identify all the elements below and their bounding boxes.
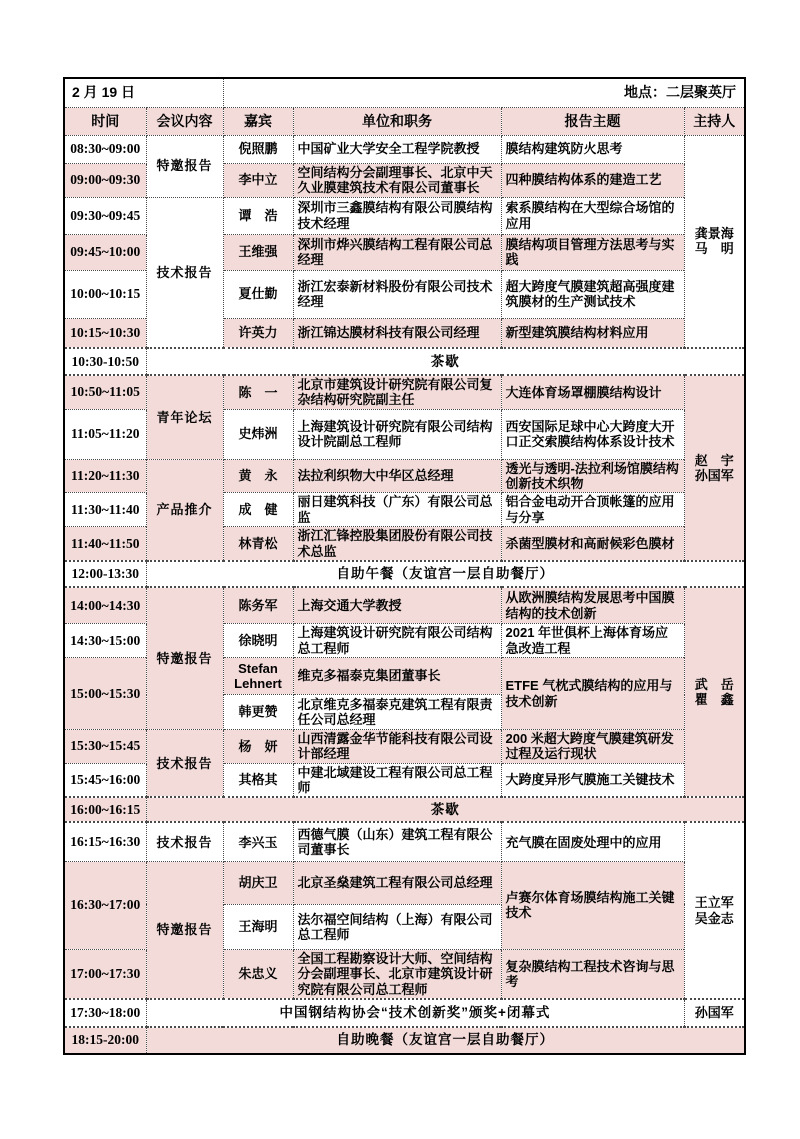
- date-label: 2 月 19 日: [64, 78, 223, 107]
- session-org: 维克多福泰克集团董事长: [293, 658, 501, 695]
- session-guest: 黄 永: [223, 459, 293, 493]
- col-header-time: 时间: [64, 107, 146, 135]
- session-topic: 四种膜结构体系的建造工艺: [501, 163, 684, 197]
- col-header-guest: 嘉宾: [223, 107, 293, 135]
- session-guest: 陈 一: [223, 375, 293, 409]
- session-topic: 西安国际足球中心大跨度大开口正交索膜结构体系设计技术: [501, 409, 684, 459]
- session-topic: 索系膜结构在大型综合场馆的应用: [501, 197, 684, 234]
- session-org: 北京圣燊建筑工程有限公司总经理: [293, 861, 501, 904]
- session-block: 青年论坛: [146, 375, 223, 459]
- session-guest: 李兴玉: [223, 822, 293, 861]
- session-topic: 大跨度异形气膜施工关键技术: [501, 763, 684, 797]
- session-time: 15:45~16:00: [64, 763, 146, 797]
- session-row: [64, 587, 745, 624]
- awards-label: 中国钢结构协会“技术创新奖”颁奖+闭幕式: [146, 999, 684, 1027]
- host-cell: [684, 822, 745, 998]
- session-time: 16:15~16:30: [64, 822, 146, 861]
- session-guest: 杨 妍: [223, 730, 293, 764]
- session-guest: 王海明: [223, 904, 293, 949]
- session-org: 空间结构分会副理事长、北京中天久业膜建筑技术有限公司董事长: [293, 163, 501, 197]
- break-time: 12:00-13:30: [64, 561, 146, 587]
- session-org: 深圳市烨兴膜结构工程有限公司总经理: [293, 234, 501, 270]
- session-topic: 新型建筑膜结构材料应用: [501, 318, 684, 348]
- session-org: 上海建筑设计研究院有限公司结构总工程师: [293, 624, 501, 658]
- break-time: 10:30-10:50: [64, 348, 146, 375]
- session-block: 特邀报告: [146, 861, 223, 998]
- session-guest: 林青松: [223, 527, 293, 561]
- session-row: [64, 197, 745, 234]
- session-topic: 膜结构项目管理方法思考与实践: [501, 234, 684, 270]
- session-org: 深圳市三鑫膜结构有限公司膜结构技术经理: [293, 197, 501, 234]
- awards-row: [64, 999, 745, 1027]
- session-guest: 陈务军: [223, 587, 293, 624]
- session-topic: 超大跨度气膜建筑超高强度建筑膜材的生产测试技术: [501, 270, 684, 318]
- session-guest: 史炜洲: [223, 409, 293, 459]
- session-row: [64, 730, 745, 764]
- session-time: 11:05~11:20: [64, 409, 146, 459]
- session-guest: Stefan Lehnert: [223, 658, 293, 695]
- session-topic: 透光与透明-法拉利场馆膜结构创新技术织物: [501, 459, 684, 493]
- session-row: [64, 375, 745, 409]
- session-org: 丽日建筑科技（广东）有限公司总监: [293, 493, 501, 527]
- session-guest: 谭 浩: [223, 197, 293, 234]
- host-name: 王立军: [694, 895, 734, 911]
- session-org: 浙江锦达膜材科技有限公司经理: [293, 318, 501, 348]
- session-time: 15:00~15:30: [64, 658, 146, 730]
- host-cell: [684, 375, 745, 561]
- session-time: 11:40~11:50: [64, 527, 146, 561]
- session-guest: 成 健: [223, 493, 293, 527]
- session-time: 14:30~15:00: [64, 624, 146, 658]
- session-time: 11:30~11:40: [64, 493, 146, 527]
- session-block: 技术报告: [146, 730, 223, 798]
- session-block: 产品推介: [146, 459, 223, 561]
- break-time: 18:15-20:00: [64, 1027, 146, 1054]
- host-name: 孙国军: [694, 1005, 734, 1021]
- break-row: [64, 348, 745, 375]
- session-topic: 200 米超大跨度气膜建筑研发过程及运行现状: [501, 730, 684, 764]
- session-topic: 卢赛尔体育场膜结构施工关键技术: [501, 861, 684, 949]
- session-org: 北京市建筑设计研究院有限公司复杂结构研究院副主任: [293, 375, 501, 409]
- session-time: 11:20~11:30: [64, 459, 146, 493]
- session-topic: 膜结构建筑防火思考: [501, 135, 684, 163]
- break-label: 茶歇: [146, 797, 745, 822]
- session-time: 10:15~10:30: [64, 318, 146, 348]
- host-cell: [684, 999, 745, 1027]
- break-row: [64, 797, 745, 822]
- break-time: 17:30~18:00: [64, 999, 146, 1027]
- session-block: 特邀报告: [146, 587, 223, 730]
- break-label: 自助午餐（友谊宫一层自助餐厅）: [146, 561, 745, 587]
- break-row: [64, 1027, 745, 1054]
- session-guest: 夏仕勤: [223, 270, 293, 318]
- session-block: 技术报告: [146, 822, 223, 861]
- host-name: 武 岳: [694, 676, 734, 692]
- session-block: 技术报告: [146, 197, 223, 348]
- break-label: 茶歇: [146, 348, 745, 375]
- session-org: 西德气膜（山东）建筑工程有限公司董事长: [293, 822, 501, 861]
- session-topic: ETFE 气枕式膜结构的应用与技术创新: [501, 658, 684, 730]
- session-guest: 胡庆卫: [223, 861, 293, 904]
- session-time: 16:30~17:00: [64, 861, 146, 949]
- session-topic: 从欧洲膜结构发展思考中国膜结构的技术创新: [501, 587, 684, 624]
- session-row: [64, 135, 745, 163]
- session-time: 08:30~09:00: [64, 135, 146, 163]
- host-name: 孙国军: [694, 467, 734, 483]
- session-org: 北京维克多福泰克建筑工程有限责任公司总经理: [293, 695, 501, 730]
- session-topic: 2021 年世俱杯上海体育场应急改造工程: [501, 624, 684, 658]
- col-header-topic: 报告主题: [501, 107, 684, 135]
- session-block: 特邀报告: [146, 135, 223, 197]
- session-org: 法拉利织物大中华区总经理: [293, 459, 501, 493]
- session-topic: 大连体育场罩棚膜结构设计: [501, 375, 684, 409]
- host-name: 龚景海: [694, 225, 734, 241]
- session-org: 法尔福空间结构（上海）有限公司总工程师: [293, 904, 501, 949]
- session-guest: 韩更赞: [223, 695, 293, 730]
- header-row: [64, 107, 745, 135]
- session-org: 上海交通大学教授: [293, 587, 501, 624]
- conference-schedule-table: [63, 77, 746, 1055]
- session-org: 中国矿业大学安全工程学院教授: [293, 135, 501, 163]
- session-org: 全国工程勘察设计大师、空间结构分会副理事长、北京市建筑设计研究院有限公司总工程师: [293, 949, 501, 998]
- break-label: 自助晚餐（友谊宫一层自助餐厅）: [146, 1027, 745, 1054]
- session-org: 浙江汇锋控股集团股份有限公司技术总监: [293, 527, 501, 561]
- session-guest: 朱忠义: [223, 949, 293, 998]
- session-org: 中建北域建设工程有限公司总工程师: [293, 763, 501, 797]
- break-row: [64, 561, 745, 587]
- session-topic: 杀菌型膜材和高耐候彩色膜材: [501, 527, 684, 561]
- location-label: 地点：二层聚英厅: [223, 78, 745, 107]
- col-header-content: 会议内容: [146, 107, 223, 135]
- session-guest: 倪照鹏: [223, 135, 293, 163]
- session-org: 浙江宏泰新材料股份有限公司技术经理: [293, 270, 501, 318]
- host-cell: [684, 135, 745, 348]
- session-org: 上海建筑设计研究院有限公司结构设计院副总工程师: [293, 409, 501, 459]
- session-row: [64, 861, 745, 904]
- session-guest: 许英力: [223, 318, 293, 348]
- session-guest: 其格其: [223, 763, 293, 797]
- session-guest: 李中立: [223, 163, 293, 197]
- session-topic: 充气膜在固废处理中的应用: [501, 822, 684, 861]
- host-cell: [684, 587, 745, 797]
- session-topic: 铝合金电动开合顶帐篷的应用与分享: [501, 493, 684, 527]
- session-time: 10:00~10:15: [64, 270, 146, 318]
- host-name: 马 明: [694, 241, 734, 257]
- host-name: 瞿 鑫: [694, 692, 734, 708]
- break-time: 16:00~16:15: [64, 797, 146, 822]
- session-time: 15:30~15:45: [64, 730, 146, 764]
- host-name: 吴金志: [694, 910, 734, 926]
- session-row: [64, 822, 745, 861]
- session-time: 09:45~10:00: [64, 234, 146, 270]
- session-time: 10:50~11:05: [64, 375, 146, 409]
- session-guest: 徐晓明: [223, 624, 293, 658]
- session-time: 14:00~14:30: [64, 587, 146, 624]
- host-name: 赵 宇: [694, 452, 734, 468]
- session-time: 09:30~09:45: [64, 197, 146, 234]
- session-row: [64, 459, 745, 493]
- session-time: 17:00~17:30: [64, 949, 146, 998]
- col-header-org: 单位和职务: [293, 107, 501, 135]
- col-header-host: 主持人: [684, 107, 745, 135]
- title-row: [64, 78, 745, 107]
- session-org: 山西清露金华节能科技有限公司设计部经理: [293, 730, 501, 764]
- session-topic: 复杂膜结构工程技术咨询与思考: [501, 949, 684, 998]
- session-time: 09:00~09:30: [64, 163, 146, 197]
- session-guest: 王维强: [223, 234, 293, 270]
